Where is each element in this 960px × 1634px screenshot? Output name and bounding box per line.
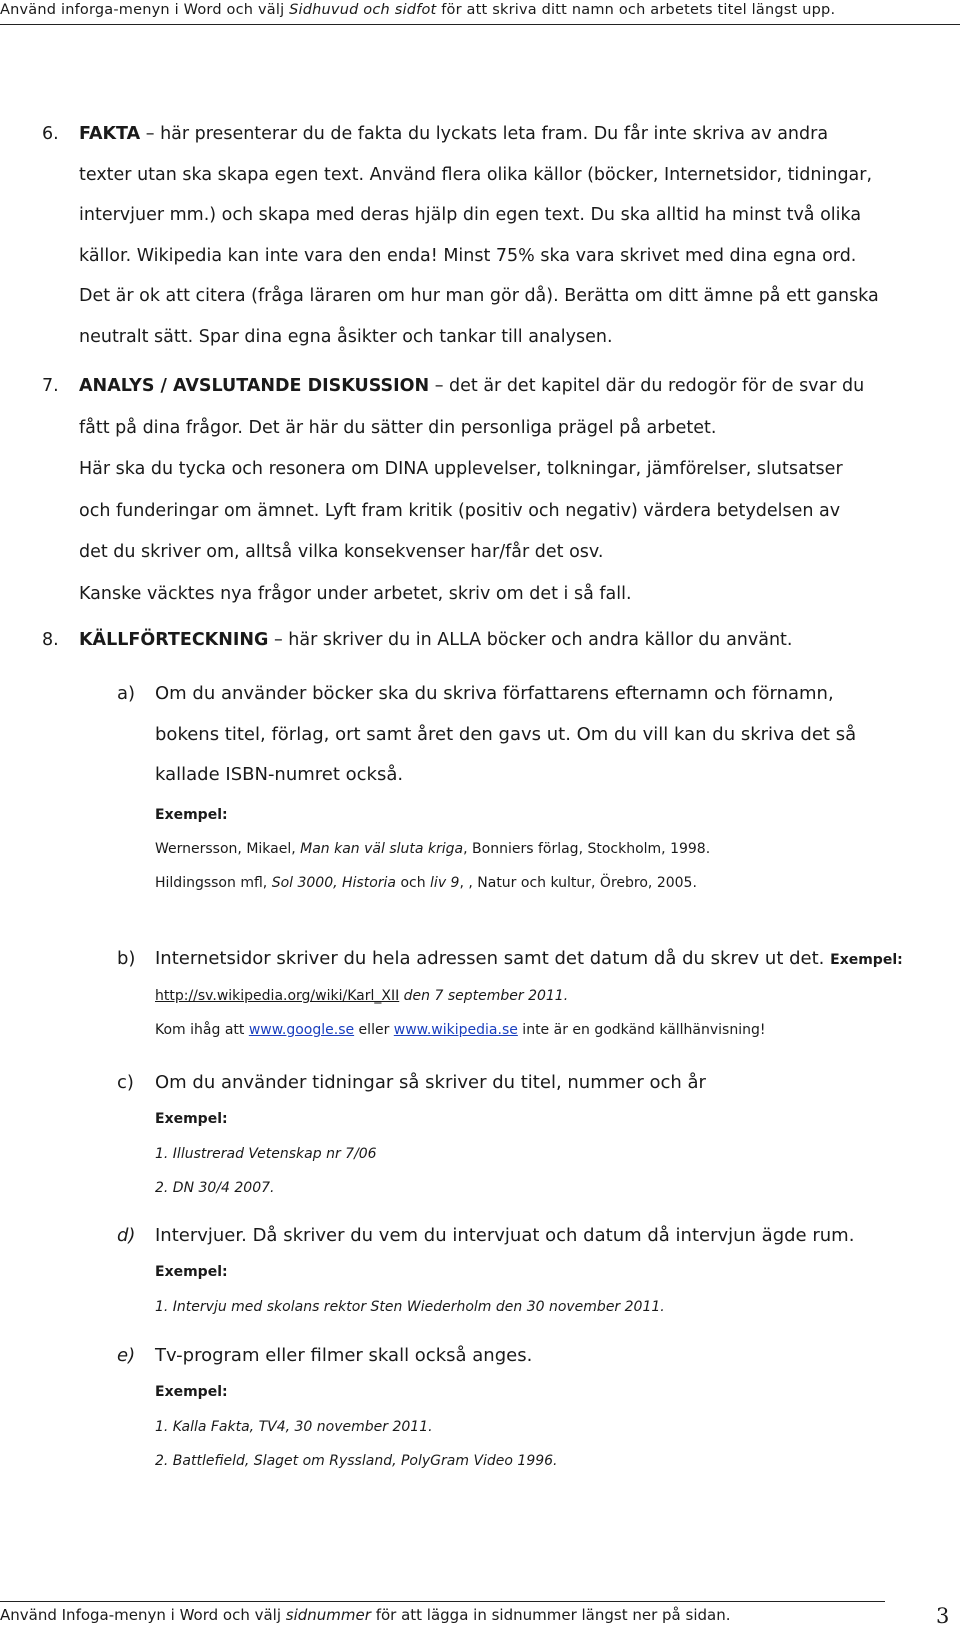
- example-entry: Hildingsson mfl, Sol 3000, Historia och liv 9, , Natur och kultur, Örebro, 2005.: [155, 874, 697, 891]
- subitem-text: Internetsidor skriver du hela adressen samt det datum då du skrev ut det.: [155, 948, 825, 969]
- google-link[interactable]: www.google.se: [248, 1022, 355, 1038]
- subitem-letter: d): [117, 1225, 136, 1246]
- section-text: – det är det kapitel där du redogör för de svar du: [429, 376, 865, 396]
- subitem-text: bokens titel, förlag, ort samt året den gavs ut. Om du vill kan du skriva det så: [155, 723, 857, 745]
- header-text-emphasis: Sidhuvud och sidfot: [289, 2, 437, 18]
- subitem-interviews: [117, 1217, 947, 1324]
- section-number: 8.: [42, 630, 59, 650]
- section-text: det du skriver om, alltså vilka konsekvenser har/får det osv.: [79, 542, 604, 562]
- header-divider: [0, 24, 960, 25]
- header-text-post: för att skriva ditt namn och arbetets titel längst upp.: [436, 2, 836, 18]
- subitem-letter: c): [117, 1072, 134, 1093]
- section-text: och funderingar om ämnet. Lyft fram kritik (positiv och negativ) värdera betydelsen av: [79, 500, 841, 521]
- example-date: den 7 september 2011.: [399, 988, 569, 1004]
- section-fakta: [42, 114, 937, 357]
- subitem-text: Tv-program eller filmer skall också anges.: [155, 1345, 533, 1366]
- subitem-letter: e): [117, 1345, 136, 1366]
- example-entry: 2. Battlefield, Slaget om Ryssland, PolyGram Video 1996.: [155, 1453, 558, 1469]
- section-text: Kanske väcktes nya frågor under arbetet, skriv om det i så fall.: [79, 583, 632, 604]
- subitem-text: Intervjuer. Då skriver du vem du intervjuat och datum då intervjun ägde rum.: [155, 1225, 855, 1246]
- footer-divider: [0, 1601, 885, 1602]
- example-entry: 2. DN 30/4 2007.: [155, 1180, 275, 1196]
- footer-text-post: för att lägga in sidnummer längst ner på sidan.: [370, 1606, 731, 1624]
- example-label: Exempel:: [155, 1264, 228, 1280]
- wikipedia-link[interactable]: www.wikipedia.se: [393, 1022, 518, 1038]
- subitem-text: Om du använder tidningar så skriver du titel, nummer och år: [155, 1072, 706, 1093]
- section-text: – här skriver du in ALLA böcker och andra källor du använt.: [268, 630, 793, 650]
- section-text: – här presenterar du de fakta du lyckats leta fram. Du får inte skriva av andra: [140, 124, 829, 144]
- example-url-link[interactable]: http://sv.wikipedia.org/wiki/Karl_XII: [155, 988, 400, 1004]
- section-kallforteckning: [42, 620, 937, 660]
- subitem-letter: b): [117, 948, 136, 969]
- section-text: fått på dina frågor. Det är här du sätter din personliga prägel på arbetet.: [79, 417, 717, 438]
- reminder-text: Kom ihåg att: [155, 1022, 249, 1038]
- page-number: 3: [936, 1604, 950, 1628]
- example-entry: 1. Intervju med skolans rektor Sten Wiederholm den 30 november 2011.: [155, 1298, 665, 1315]
- footer-text-pre: Använd Infoga-menyn i Word och välj: [0, 1606, 286, 1624]
- section-title: FAKTA: [79, 124, 141, 144]
- subitem-newspapers: [117, 1064, 947, 1206]
- header-text-pre: Använd inforga-menyn i Word och välj: [0, 2, 290, 18]
- subitem-letter: a): [117, 683, 136, 704]
- section-text: intervjuer mm.) och skapa med deras hjälp din egen text. Du ska alltid ha minst två olika: [79, 205, 862, 225]
- section-text: Här ska du tycka och resonera om DINA upplevelser, tolkningar, jämförelser, slutsatser: [79, 459, 843, 479]
- section-text: Det är ok att citera (fråga läraren om hur man gör då). Berätta om ditt ämne på ett ganska: [79, 286, 879, 306]
- subitem-text: Om du använder böcker ska du skriva författarens efternamn och förnamn,: [155, 683, 834, 704]
- section-number: 6.: [42, 124, 59, 144]
- section-text: källor. Wikipedia kan inte vara den enda! Minst 75% ska vara skrivet med dina egna ord.: [79, 245, 857, 266]
- section-number: 7.: [42, 376, 59, 396]
- section-analys: [42, 366, 937, 615]
- example-label: Exempel:: [155, 806, 228, 823]
- page-header: [0, 0, 960, 22]
- page-footer: [0, 1606, 731, 1624]
- subitem-internet: [117, 940, 947, 1047]
- example-label: Exempel:: [155, 1384, 228, 1400]
- subitem-text: kallade ISBN-numret också.: [155, 764, 404, 785]
- footer-text-emphasis: sidnummer: [285, 1606, 371, 1624]
- section-title: KÄLLFÖRTECKNING: [79, 630, 269, 650]
- reminder-text: inte är en godkänd källhänvisning!: [517, 1022, 766, 1038]
- section-text: neutralt sätt. Spar dina egna åsikter och tankar till analysen.: [79, 326, 613, 347]
- example-label: Exempel:: [830, 952, 903, 968]
- section-title: ANALYS / AVSLUTANDE DISKUSSION: [79, 376, 430, 396]
- example-entry: 1. Illustrerad Vetenskap nr 7/06: [155, 1145, 377, 1162]
- subitem-books: [117, 674, 947, 900]
- section-text: texter utan ska skapa egen text. Använd flera olika källor (böcker, Internetsidor, tidningar,: [79, 164, 873, 185]
- example-entry: 1. Kalla Fakta, TV4, 30 november 2011.: [155, 1418, 433, 1435]
- example-entry: Wernersson, Mikael, Man kan väl sluta kriga, Bonniers förlag, Stockholm, 1998.: [155, 840, 711, 857]
- example-label: Exempel:: [155, 1111, 228, 1127]
- subitem-tv-films: [117, 1337, 947, 1479]
- reminder-text: eller: [354, 1022, 394, 1038]
